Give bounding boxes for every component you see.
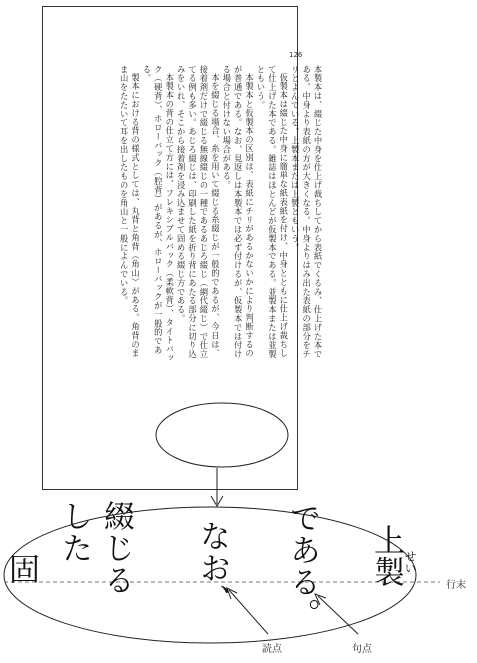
paragraph: 本を綴じる場合、糸を用いて綴じる糸綴じが一般的であるが、今日は、接着剤だけで綴じる無線綴じの一種であるあじろ綴じ（網代綴じ）で仕立てる例も多い。あじろ綴じは、印刷した紙を折り背にあたる部分に切り込みをいれ、そこから接着剤を浸み込ませて固める綴じ方である。 xyxy=(176,65,221,359)
paragraph: 本製本の背の仕立て方には、フレキシブルバック（柔軟背）、タイトバック（硬背）、ホローバック（腔背）があるが、ホローバックが一般的である。 xyxy=(141,65,175,363)
paragraph: 製本における背の様式としては、丸背と角背（角山）がある。角背のまま山をたたいて耳を出したものを角山と一般によんでいる。 xyxy=(119,65,141,359)
zoom-glyph-col4: なお、 xyxy=(194,520,230,616)
line-end-label: 行末 xyxy=(446,580,466,591)
zoom-glyph-col3: 綴じる xyxy=(98,500,134,596)
zoom-ruby: せい xyxy=(403,550,417,574)
touten-label: 読点 xyxy=(262,644,282,655)
zoom-glyph-col5: である。 xyxy=(284,502,320,630)
paragraph: 本製本と仮製本の区別は、表紙にチリがあるかないかにより判断するのが普通である。なお、見返しは本製本では必ず付けるが、仮製本では付ける場合と付けない場合がある。 xyxy=(221,65,255,359)
kuten-label: 句点 xyxy=(352,644,372,655)
zoom-glyph-col2: した xyxy=(56,500,92,564)
highlight-ellipse xyxy=(156,403,288,467)
touten-pointer xyxy=(229,590,268,634)
zoom-glyph-col6: 上製 xyxy=(368,524,404,588)
paragraph: 仮製本は綴じた中身に簡単な紙表紙を付け、中身とともに仕上げ裁ちして仕上げた本である。雑誌はほとんどが仮製本である。並製本または並製ともいう。 xyxy=(255,65,289,359)
paragraph: 本製本は、綴じた中身を仕上げ裁ちしてから表紙でくるみ、仕上げた本である。中身より表紙の方が大きくなる。中身よりはみ出た表紙の部分をチリとよんでいる。上製本または上製ともいう。 xyxy=(290,65,323,359)
page-number: 126 xyxy=(289,51,303,59)
zoom-glyph-col1: 固 xyxy=(3,553,39,585)
